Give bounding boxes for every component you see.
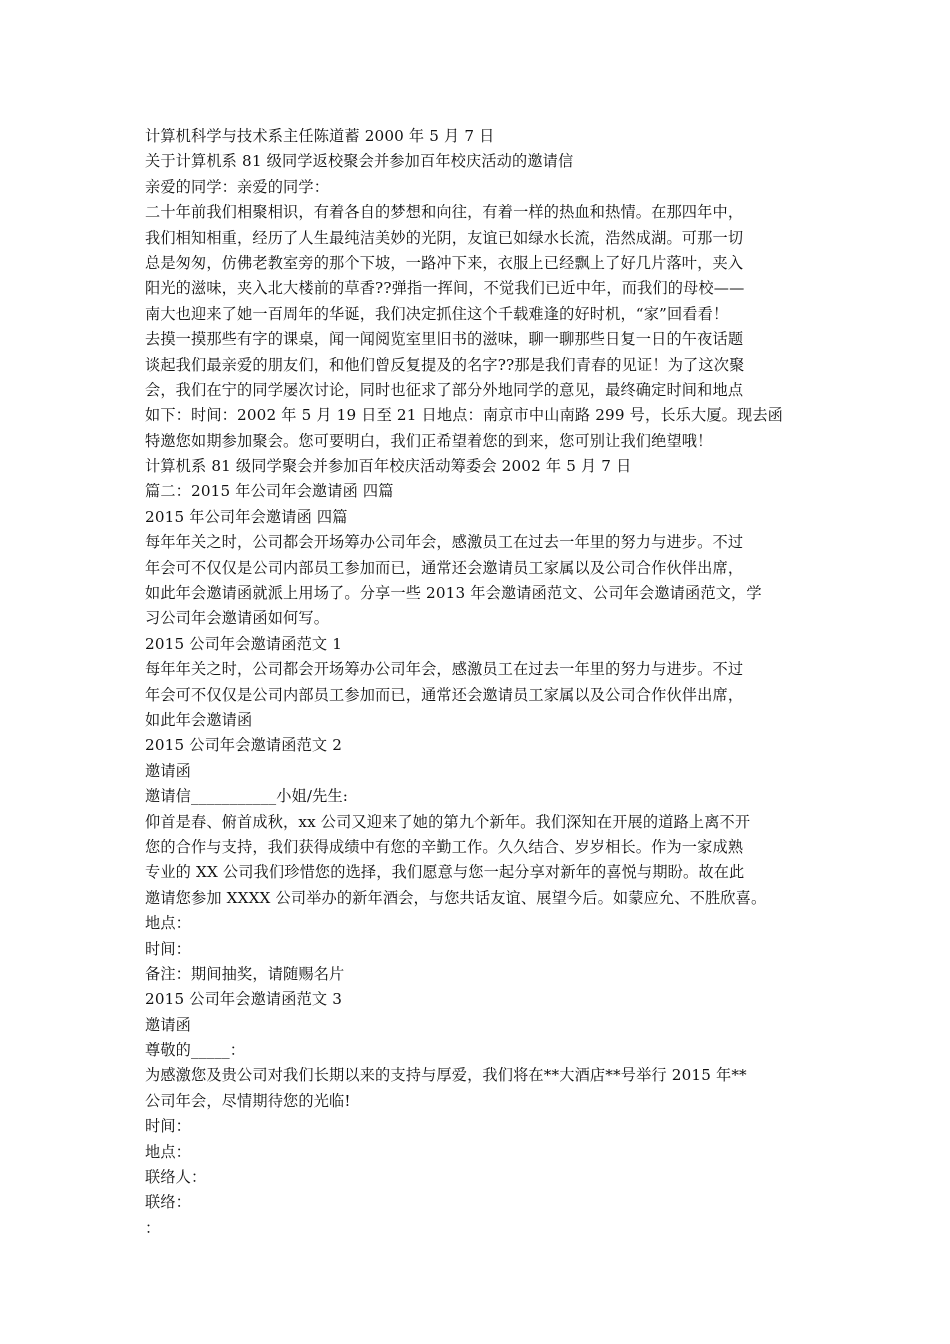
- section-title: 2015 年公司年会邀请函 四篇: [145, 507, 348, 526]
- committee-signature: 计算机系 81 级同学聚会并参加百年校庆活动筹委会 2002 年 5 月 7 日: [145, 457, 632, 476]
- paragraph-line: 特邀您如期参加聚会。您可要明白，我们正希望着您的到来，您可别让我们绝望哦！: [145, 431, 713, 450]
- section-heading: 篇二：2015 年公司年会邀请函 四篇: [145, 482, 394, 501]
- paragraph-line: 专业的 XX 公司我们珍惜您的选择，我们愿意与您一起分享对新年的喜悦与期盼。故在此: [145, 863, 745, 882]
- example-heading: 2015 公司年会邀请函范文 1: [145, 634, 343, 653]
- paragraph-line: 如此年会邀请函: [145, 710, 253, 729]
- recipient-line: 尊敬的_____：: [145, 1041, 246, 1060]
- note-field: 备注：期间抽奖，请随赐名片: [145, 964, 345, 983]
- paragraph-line: 如此年会邀请函就派上用场了。分享一些 2013 年会邀请函范文、公司年会邀请函范文，学: [145, 584, 762, 603]
- contact-field: 联络：: [145, 1193, 192, 1212]
- paragraph-line: 我们相知相重，经历了人生最纯洁美妙的光阴，友谊已如绿水长流，浩然成湖。可那一切: [145, 228, 744, 247]
- invitation-label: 邀请函: [145, 761, 192, 780]
- paragraph-line: 二十年前我们相聚相识，有着各自的梦想和向往，有着一样的热血和热情。在那四年中，: [145, 203, 744, 222]
- time-field: 时间：: [145, 939, 192, 958]
- contact-person-field: 联络人：: [145, 1168, 207, 1187]
- paragraph-line: 仰首是春、俯首成秋，xx 公司又迎来了她的第九个新年。我们深知在开展的道路上离不开: [145, 812, 751, 831]
- invitation-label: 邀请函: [145, 1015, 192, 1034]
- salutation: 亲爱的同学：亲爱的同学：: [145, 177, 330, 196]
- paragraph-line: 您的合作与支持，我们获得成绩中有您的辛勤工作。久久结合、岁岁相长。作为一家成熟: [145, 837, 744, 856]
- location-field: 地点：: [145, 1142, 192, 1161]
- paragraph-line: 邀请您参加 XXXX 公司举办的新年酒会，与您共话友谊、展望今后。如蒙应允、不胜欣喜。: [145, 888, 767, 907]
- paragraph-line: 年会可不仅仅是公司内部员工参加而已，通常还会邀请员工家属以及公司合作伙伴出席，: [145, 558, 744, 577]
- trailing-colon: ：: [145, 1218, 161, 1237]
- paragraph-line: 去摸一摸那些有字的课桌，闻一闻阅览室里旧书的滋味，聊一聊那些日复一日的午夜话题: [145, 330, 744, 349]
- paragraph-line: 每年年关之时，公司都会开场筹办公司年会，感激员工在过去一年里的努力与进步。不过: [145, 533, 744, 552]
- paragraph-line: 如下：时间：2002 年 5 月 19 日至 21 日地点：南京市中山南路 299 号，长乐大厦。现去函: [145, 406, 784, 425]
- paragraph-line: 每年年关之时，公司都会开场筹办公司年会，感激员工在过去一年里的努力与进步。不过: [145, 660, 744, 679]
- paragraph-line: 总是匆匆，仿佛老教室旁的那个下坡，一路冲下来，衣服上已经飘上了好几片落叶，夹入: [145, 253, 744, 272]
- example-heading: 2015 公司年会邀请函范文 3: [145, 990, 343, 1009]
- paragraph-line: 谈起我们最亲爱的朋友们，和他们曾反复提及的名字??那是我们青春的见证！为了这次聚: [145, 355, 745, 374]
- paragraph-line: 习公司年会邀请函如何写。: [145, 609, 330, 628]
- paragraph-line: 公司年会，尽情期待您的光临!: [145, 1091, 351, 1110]
- signature-line: 计算机科学与技术系主任陈道蓄 2000 年 5 月 7 日: [145, 127, 495, 145]
- paragraph-line: 年会可不仅仅是公司内部员工参加而已，通常还会邀请员工家属以及公司合作伙伴出席，: [145, 685, 744, 704]
- document-body: [145, 124, 817, 1241]
- time-field: 时间：: [145, 1117, 192, 1136]
- letter-title: 关于计算机系 81 级同学返校聚会并参加百年校庆活动的邀请信: [145, 152, 574, 171]
- paragraph-line: 为感激您及贵公司对我们长期以来的支持与厚爱，我们将在**大酒店**号举行 2015 年**: [145, 1066, 747, 1085]
- paragraph-line: 阳光的滋味，夹入北大楼前的草香??弹指一挥间，不觉我们已近中年，而我们的母校——: [145, 279, 745, 298]
- example-heading: 2015 公司年会邀请函范文 2: [145, 736, 343, 755]
- paragraph-line: 南大也迎来了她一百周年的华诞，我们决定抓住这个千载难逢的好时机，“家”回看看！: [145, 304, 729, 323]
- recipient-line: 邀请信___________小姐/先生:: [145, 787, 349, 806]
- location-field: 地点：: [145, 914, 192, 933]
- paragraph-line: 会，我们在宁的同学屡次讨论，同时也征求了部分外地同学的意见，最终确定时间和地点: [145, 380, 744, 399]
